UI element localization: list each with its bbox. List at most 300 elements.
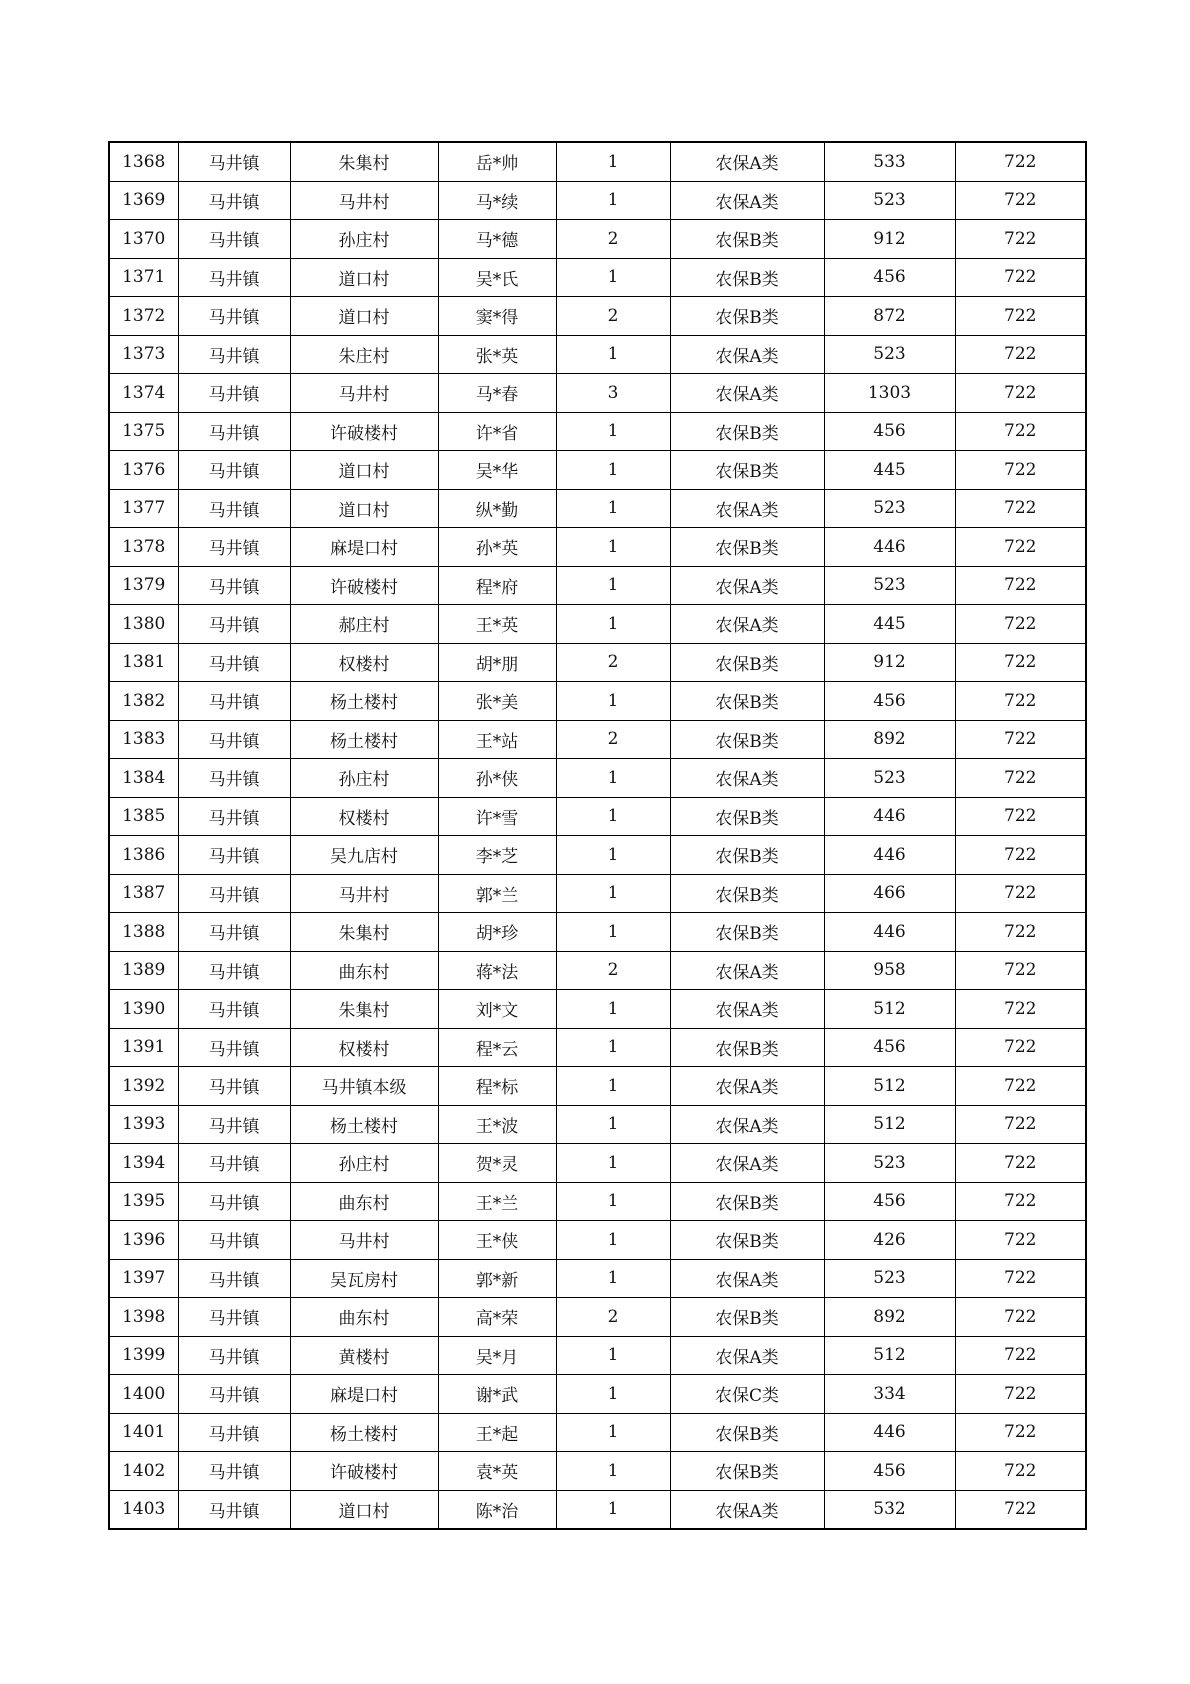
serial-number-cell: 1376: [109, 451, 178, 490]
standard-cell: 722: [955, 258, 1086, 297]
household-size-cell: 1: [556, 836, 670, 875]
household-size-cell: 1: [556, 1259, 670, 1298]
category-cell: 农保B类: [670, 451, 824, 490]
serial-number-cell: 1385: [109, 797, 178, 836]
amount-cell: 512: [824, 990, 955, 1029]
household-size-cell: 1: [556, 1221, 670, 1260]
standard-cell: 722: [955, 1105, 1086, 1144]
amount-cell: 532: [824, 1490, 955, 1529]
name-cell: 蒋*法: [438, 951, 556, 990]
village-cell: 马井村: [290, 874, 438, 913]
category-cell: 农保B类: [670, 1028, 824, 1067]
name-cell: 王*兰: [438, 1182, 556, 1221]
category-cell: 农保B类: [670, 797, 824, 836]
standard-cell: 722: [955, 1452, 1086, 1491]
village-cell: 道口村: [290, 258, 438, 297]
serial-number-cell: 1390: [109, 990, 178, 1029]
standard-cell: 722: [955, 142, 1086, 181]
village-cell: 曲东村: [290, 1298, 438, 1337]
serial-number-cell: 1397: [109, 1259, 178, 1298]
household-size-cell: 2: [556, 720, 670, 759]
standard-cell: 722: [955, 1490, 1086, 1529]
household-size-cell: 1: [556, 566, 670, 605]
category-cell: 农保B类: [670, 682, 824, 721]
standard-cell: 722: [955, 951, 1086, 990]
table-body: [109, 142, 1086, 1529]
category-cell: 农保B类: [670, 1182, 824, 1221]
name-cell: 陈*治: [438, 1490, 556, 1529]
town-cell: 马井镇: [178, 335, 290, 374]
standard-cell: 722: [955, 720, 1086, 759]
name-cell: 郭*新: [438, 1259, 556, 1298]
category-cell: 农保A类: [670, 1105, 824, 1144]
name-cell: 王*侠: [438, 1221, 556, 1260]
category-cell: 农保B类: [670, 836, 824, 875]
household-size-cell: 1: [556, 412, 670, 451]
table-row: [109, 797, 1086, 836]
amount-cell: 523: [824, 1144, 955, 1183]
serial-number-cell: 1374: [109, 374, 178, 413]
category-cell: 农保A类: [670, 142, 824, 181]
category-cell: 农保A类: [670, 1336, 824, 1375]
amount-cell: 456: [824, 1452, 955, 1491]
town-cell: 马井镇: [178, 489, 290, 528]
table-row: [109, 1375, 1086, 1414]
village-cell: 吴瓦房村: [290, 1259, 438, 1298]
name-cell: 王*英: [438, 605, 556, 644]
serial-number-cell: 1402: [109, 1452, 178, 1491]
town-cell: 马井镇: [178, 181, 290, 220]
household-size-cell: 2: [556, 951, 670, 990]
table-row: [109, 374, 1086, 413]
serial-number-cell: 1380: [109, 605, 178, 644]
serial-number-cell: 1403: [109, 1490, 178, 1529]
table-row: [109, 913, 1086, 952]
amount-cell: 872: [824, 297, 955, 336]
town-cell: 马井镇: [178, 451, 290, 490]
name-cell: 吴*氏: [438, 258, 556, 297]
category-cell: 农保B类: [670, 1413, 824, 1452]
village-cell: 许破楼村: [290, 412, 438, 451]
serial-number-cell: 1395: [109, 1182, 178, 1221]
serial-number-cell: 1373: [109, 335, 178, 374]
serial-number-cell: 1377: [109, 489, 178, 528]
household-size-cell: 1: [556, 759, 670, 798]
amount-cell: 523: [824, 759, 955, 798]
amount-cell: 445: [824, 605, 955, 644]
town-cell: 马井镇: [178, 759, 290, 798]
standard-cell: 722: [955, 489, 1086, 528]
table-row: [109, 951, 1086, 990]
village-cell: 许破楼村: [290, 566, 438, 605]
household-size-cell: 1: [556, 605, 670, 644]
village-cell: 马井村: [290, 181, 438, 220]
village-cell: 权楼村: [290, 1028, 438, 1067]
table-row: [109, 1028, 1086, 1067]
amount-cell: 446: [824, 913, 955, 952]
amount-cell: 523: [824, 566, 955, 605]
serial-number-cell: 1369: [109, 181, 178, 220]
town-cell: 马井镇: [178, 643, 290, 682]
name-cell: 高*荣: [438, 1298, 556, 1337]
household-size-cell: 1: [556, 1490, 670, 1529]
amount-cell: 533: [824, 142, 955, 181]
category-cell: 农保B类: [670, 643, 824, 682]
category-cell: 农保B类: [670, 297, 824, 336]
household-size-cell: 1: [556, 797, 670, 836]
amount-cell: 446: [824, 797, 955, 836]
category-cell: 农保B类: [670, 874, 824, 913]
serial-number-cell: 1396: [109, 1221, 178, 1260]
standard-cell: 722: [955, 451, 1086, 490]
standard-cell: 722: [955, 374, 1086, 413]
serial-number-cell: 1371: [109, 258, 178, 297]
village-cell: 杨土楼村: [290, 1413, 438, 1452]
category-cell: 农保B类: [670, 1298, 824, 1337]
name-cell: 岳*帅: [438, 142, 556, 181]
table-row: [109, 605, 1086, 644]
table-row: [109, 181, 1086, 220]
town-cell: 马井镇: [178, 1490, 290, 1529]
amount-cell: 892: [824, 720, 955, 759]
standard-cell: 722: [955, 1336, 1086, 1375]
amount-cell: 446: [824, 1413, 955, 1452]
household-size-cell: 1: [556, 142, 670, 181]
serial-number-cell: 1368: [109, 142, 178, 181]
household-size-cell: 1: [556, 528, 670, 567]
category-cell: 农保A类: [670, 566, 824, 605]
standard-cell: 722: [955, 874, 1086, 913]
amount-cell: 456: [824, 258, 955, 297]
town-cell: 马井镇: [178, 1144, 290, 1183]
standard-cell: 722: [955, 605, 1086, 644]
serial-number-cell: 1384: [109, 759, 178, 798]
town-cell: 马井镇: [178, 1452, 290, 1491]
amount-cell: 426: [824, 1221, 955, 1260]
category-cell: 农保B类: [670, 528, 824, 567]
standard-cell: 722: [955, 759, 1086, 798]
amount-cell: 1303: [824, 374, 955, 413]
name-cell: 马*德: [438, 220, 556, 259]
household-size-cell: 1: [556, 258, 670, 297]
table-row: [109, 220, 1086, 259]
household-size-cell: 1: [556, 1144, 670, 1183]
household-size-cell: 3: [556, 374, 670, 413]
category-cell: 农保A类: [670, 605, 824, 644]
amount-cell: 512: [824, 1336, 955, 1375]
village-cell: 道口村: [290, 297, 438, 336]
name-cell: 许*雪: [438, 797, 556, 836]
serial-number-cell: 1398: [109, 1298, 178, 1337]
table-row: [109, 335, 1086, 374]
table-row: [109, 1105, 1086, 1144]
amount-cell: 912: [824, 643, 955, 682]
standard-cell: 722: [955, 1259, 1086, 1298]
serial-number-cell: 1382: [109, 682, 178, 721]
town-cell: 马井镇: [178, 412, 290, 451]
table-row: [109, 1413, 1086, 1452]
table-row: [109, 1182, 1086, 1221]
standard-cell: 722: [955, 1144, 1086, 1183]
town-cell: 马井镇: [178, 566, 290, 605]
name-cell: 胡*朋: [438, 643, 556, 682]
standard-cell: 722: [955, 1298, 1086, 1337]
table-row: [109, 643, 1086, 682]
name-cell: 吴*华: [438, 451, 556, 490]
household-size-cell: 2: [556, 643, 670, 682]
household-size-cell: 2: [556, 297, 670, 336]
standard-cell: 722: [955, 1375, 1086, 1414]
category-cell: 农保A类: [670, 1259, 824, 1298]
town-cell: 马井镇: [178, 220, 290, 259]
name-cell: 胡*珍: [438, 913, 556, 952]
table-row: [109, 412, 1086, 451]
table-row: [109, 720, 1086, 759]
name-cell: 王*波: [438, 1105, 556, 1144]
village-cell: 马井镇本级: [290, 1067, 438, 1106]
name-cell: 纵*勤: [438, 489, 556, 528]
town-cell: 马井镇: [178, 142, 290, 181]
serial-number-cell: 1378: [109, 528, 178, 567]
table-row: [109, 1452, 1086, 1491]
category-cell: 农保A类: [670, 759, 824, 798]
village-cell: 麻堤口村: [290, 1375, 438, 1414]
serial-number-cell: 1391: [109, 1028, 178, 1067]
amount-cell: 334: [824, 1375, 955, 1414]
category-cell: 农保A类: [670, 951, 824, 990]
name-cell: 孙*英: [438, 528, 556, 567]
name-cell: 程*云: [438, 1028, 556, 1067]
amount-cell: 512: [824, 1105, 955, 1144]
amount-cell: 958: [824, 951, 955, 990]
standard-cell: 722: [955, 1221, 1086, 1260]
village-cell: 道口村: [290, 489, 438, 528]
standard-cell: 722: [955, 181, 1086, 220]
household-size-cell: 1: [556, 1105, 670, 1144]
standard-cell: 722: [955, 1067, 1086, 1106]
household-size-cell: 1: [556, 874, 670, 913]
town-cell: 马井镇: [178, 1375, 290, 1414]
table-row: [109, 258, 1086, 297]
table-row: [109, 528, 1086, 567]
name-cell: 程*府: [438, 566, 556, 605]
town-cell: 马井镇: [178, 374, 290, 413]
village-cell: 马井村: [290, 1221, 438, 1260]
category-cell: 农保B类: [670, 1452, 824, 1491]
name-cell: 马*续: [438, 181, 556, 220]
name-cell: 谢*武: [438, 1375, 556, 1414]
town-cell: 马井镇: [178, 797, 290, 836]
town-cell: 马井镇: [178, 913, 290, 952]
town-cell: 马井镇: [178, 1105, 290, 1144]
amount-cell: 445: [824, 451, 955, 490]
village-cell: 权楼村: [290, 643, 438, 682]
name-cell: 程*标: [438, 1067, 556, 1106]
amount-cell: 512: [824, 1067, 955, 1106]
name-cell: 王*站: [438, 720, 556, 759]
village-cell: 朱集村: [290, 913, 438, 952]
category-cell: 农保A类: [670, 374, 824, 413]
amount-cell: 892: [824, 1298, 955, 1337]
household-size-cell: 1: [556, 451, 670, 490]
household-size-cell: 1: [556, 181, 670, 220]
name-cell: 袁*英: [438, 1452, 556, 1491]
household-size-cell: 1: [556, 682, 670, 721]
table-row: [109, 1259, 1086, 1298]
town-cell: 马井镇: [178, 1298, 290, 1337]
name-cell: 张*英: [438, 335, 556, 374]
serial-number-cell: 1383: [109, 720, 178, 759]
table-row: [109, 836, 1086, 875]
serial-number-cell: 1381: [109, 643, 178, 682]
standard-cell: 722: [955, 566, 1086, 605]
category-cell: 农保C类: [670, 1375, 824, 1414]
serial-number-cell: 1393: [109, 1105, 178, 1144]
village-cell: 麻堤口村: [290, 528, 438, 567]
standard-cell: 722: [955, 1182, 1086, 1221]
household-size-cell: 1: [556, 1028, 670, 1067]
town-cell: 马井镇: [178, 1221, 290, 1260]
standard-cell: 722: [955, 990, 1086, 1029]
name-cell: 窦*得: [438, 297, 556, 336]
category-cell: 农保A类: [670, 335, 824, 374]
name-cell: 张*美: [438, 682, 556, 721]
household-size-cell: 1: [556, 1336, 670, 1375]
village-cell: 曲东村: [290, 951, 438, 990]
village-cell: 黄楼村: [290, 1336, 438, 1375]
table-row: [109, 1221, 1086, 1260]
household-size-cell: 2: [556, 1298, 670, 1337]
village-cell: 杨土楼村: [290, 720, 438, 759]
category-cell: 农保B类: [670, 1221, 824, 1260]
village-cell: 杨土楼村: [290, 1105, 438, 1144]
town-cell: 马井镇: [178, 528, 290, 567]
standard-cell: 722: [955, 1028, 1086, 1067]
category-cell: 农保B类: [670, 258, 824, 297]
household-size-cell: 1: [556, 1413, 670, 1452]
village-cell: 朱集村: [290, 142, 438, 181]
village-cell: 孙庄村: [290, 759, 438, 798]
town-cell: 马井镇: [178, 682, 290, 721]
data-table: [108, 141, 1087, 1530]
household-size-cell: 1: [556, 990, 670, 1029]
table-row: [109, 1144, 1086, 1183]
serial-number-cell: 1372: [109, 297, 178, 336]
category-cell: 农保A类: [670, 181, 824, 220]
amount-cell: 456: [824, 1182, 955, 1221]
town-cell: 马井镇: [178, 1336, 290, 1375]
standard-cell: 722: [955, 1413, 1086, 1452]
town-cell: 马井镇: [178, 951, 290, 990]
serial-number-cell: 1387: [109, 874, 178, 913]
name-cell: 刘*文: [438, 990, 556, 1029]
village-cell: 郝庄村: [290, 605, 438, 644]
standard-cell: 722: [955, 528, 1086, 567]
household-size-cell: 2: [556, 220, 670, 259]
standard-cell: 722: [955, 643, 1086, 682]
name-cell: 王*起: [438, 1413, 556, 1452]
town-cell: 马井镇: [178, 836, 290, 875]
table-row: [109, 297, 1086, 336]
category-cell: 农保B类: [670, 720, 824, 759]
amount-cell: 912: [824, 220, 955, 259]
amount-cell: 523: [824, 335, 955, 374]
town-cell: 马井镇: [178, 605, 290, 644]
village-cell: 孙庄村: [290, 220, 438, 259]
town-cell: 马井镇: [178, 1067, 290, 1106]
serial-number-cell: 1375: [109, 412, 178, 451]
serial-number-cell: 1399: [109, 1336, 178, 1375]
amount-cell: 456: [824, 412, 955, 451]
name-cell: 郭*兰: [438, 874, 556, 913]
town-cell: 马井镇: [178, 258, 290, 297]
table-row: [109, 682, 1086, 721]
village-cell: 吴九店村: [290, 836, 438, 875]
name-cell: 许*省: [438, 412, 556, 451]
standard-cell: 722: [955, 836, 1086, 875]
household-size-cell: 1: [556, 1067, 670, 1106]
serial-number-cell: 1392: [109, 1067, 178, 1106]
town-cell: 马井镇: [178, 1182, 290, 1221]
serial-number-cell: 1379: [109, 566, 178, 605]
category-cell: 农保A类: [670, 1144, 824, 1183]
standard-cell: 722: [955, 682, 1086, 721]
serial-number-cell: 1400: [109, 1375, 178, 1414]
name-cell: 吴*月: [438, 1336, 556, 1375]
village-cell: 杨土楼村: [290, 682, 438, 721]
household-size-cell: 1: [556, 913, 670, 952]
standard-cell: 722: [955, 913, 1086, 952]
town-cell: 马井镇: [178, 1028, 290, 1067]
standard-cell: 722: [955, 335, 1086, 374]
category-cell: 农保B类: [670, 913, 824, 952]
amount-cell: 456: [824, 1028, 955, 1067]
amount-cell: 456: [824, 682, 955, 721]
name-cell: 马*春: [438, 374, 556, 413]
table-row: [109, 1336, 1086, 1375]
town-cell: 马井镇: [178, 720, 290, 759]
household-size-cell: 1: [556, 489, 670, 528]
village-cell: 道口村: [290, 451, 438, 490]
serial-number-cell: 1388: [109, 913, 178, 952]
town-cell: 马井镇: [178, 1259, 290, 1298]
amount-cell: 523: [824, 181, 955, 220]
standard-cell: 722: [955, 412, 1086, 451]
amount-cell: 523: [824, 489, 955, 528]
village-cell: 曲东村: [290, 1182, 438, 1221]
standard-cell: 722: [955, 797, 1086, 836]
amount-cell: 466: [824, 874, 955, 913]
village-cell: 马井村: [290, 374, 438, 413]
town-cell: 马井镇: [178, 874, 290, 913]
household-size-cell: 1: [556, 1182, 670, 1221]
table-row: [109, 1067, 1086, 1106]
table-row: [109, 451, 1086, 490]
village-cell: 权楼村: [290, 797, 438, 836]
table-row: [109, 1490, 1086, 1529]
household-size-cell: 1: [556, 1452, 670, 1491]
amount-cell: 446: [824, 836, 955, 875]
table-row: [109, 142, 1086, 181]
category-cell: 农保B类: [670, 412, 824, 451]
town-cell: 马井镇: [178, 297, 290, 336]
serial-number-cell: 1386: [109, 836, 178, 875]
village-cell: 道口村: [290, 1490, 438, 1529]
amount-cell: 523: [824, 1259, 955, 1298]
category-cell: 农保B类: [670, 220, 824, 259]
town-cell: 马井镇: [178, 990, 290, 1029]
amount-cell: 446: [824, 528, 955, 567]
